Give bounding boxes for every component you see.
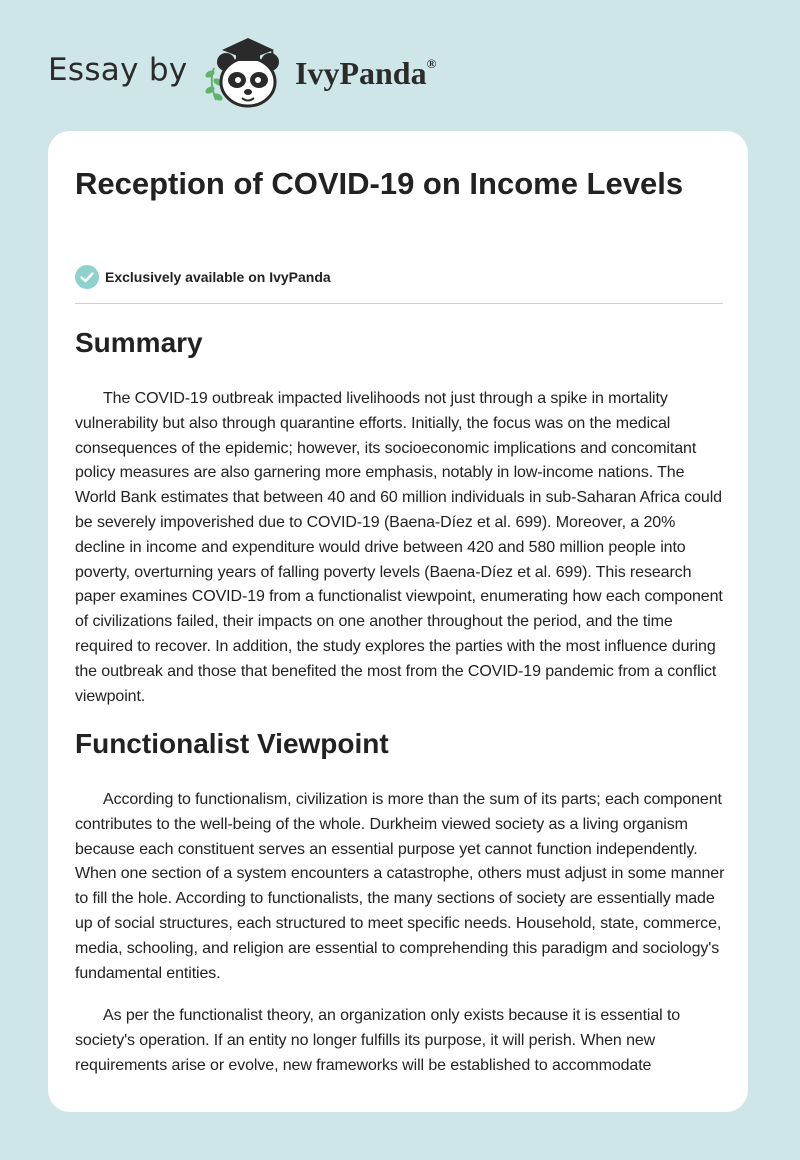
- exclusive-badge: [75, 265, 331, 289]
- brand-name-text: IvyPanda: [295, 55, 427, 91]
- summary-paragraph: The COVID-19 outbreak impacted livelihoods not just through a spike in mortality vulnerability but also through quarantine efforts. Initially, the focus was on the medical consequences of the epidemic; however, its socioeconomic implications and concomitant policy measures are also garnering more emphasis, notably in low-income nations. The World Bank estimates that between 40 and 60 million individuals in sub-Saharan Africa could be severely impoverished due to COVID-19 (Baena-Díez et al. 699). Moreover, a 20% decline in income and expenditure would drive between 420 and 580 million people into poverty, overturning years of falling poverty levels (Baena-Díez et al. 699). This research paper examines COVID-19 from a functionalist viewpoint, enumerating how each component of civilizations failed, their impacts on one another throughout the period, and the time required to recover. In addition, the study explores the parties with the most influence during the outbreak and those that benefited the most from the COVID-19 pandemic from a conflict viewpoint.: [75, 390, 723, 705]
- functionalist-paragraph-2: As per the functionalist theory, an organization only exists because it is essential to society's operation. If an entity no longer fulfills its purpose, it will perish. When new requirements arise or evolve, new frameworks will be established to accommodate: [75, 1007, 681, 1074]
- panda-graduate-icon[interactable]: [200, 34, 292, 112]
- exclusive-badge-label: Exclusively available on IvyPanda: [105, 269, 331, 285]
- functionalist-paragraph-1: According to functionalism, civilization is more than the sum of its parts; each component contributes to the well-being of the whole. Durkheim viewed society as a living organism because each constituent serves an essential purpose yet cannot function independently. When one section of a system encounters a catastrophe, others must adjust in some manner to fill the hole. According to functionalists, the many sections of society are essentially made up of social structures, each structured to meet specific needs. Household, state, commerce, media, schooling, and religion are essential to comprehending this paradigm and sociology's fundamental entities.: [75, 791, 725, 982]
- site-header: [0, 0, 800, 130]
- title-divider: [75, 303, 723, 304]
- section-heading-functionalist: Functionalist Viewpoint: [75, 728, 389, 759]
- essay-by-label: Essay by: [48, 52, 188, 88]
- brand-name[interactable]: [295, 55, 436, 92]
- page-title: Reception of COVID-19 on Income Levels: [75, 166, 684, 201]
- check-circle-icon: [75, 265, 99, 289]
- registered-mark: ®: [426, 56, 437, 72]
- article-card: [48, 131, 748, 1112]
- section-heading-summary: Summary: [75, 327, 203, 358]
